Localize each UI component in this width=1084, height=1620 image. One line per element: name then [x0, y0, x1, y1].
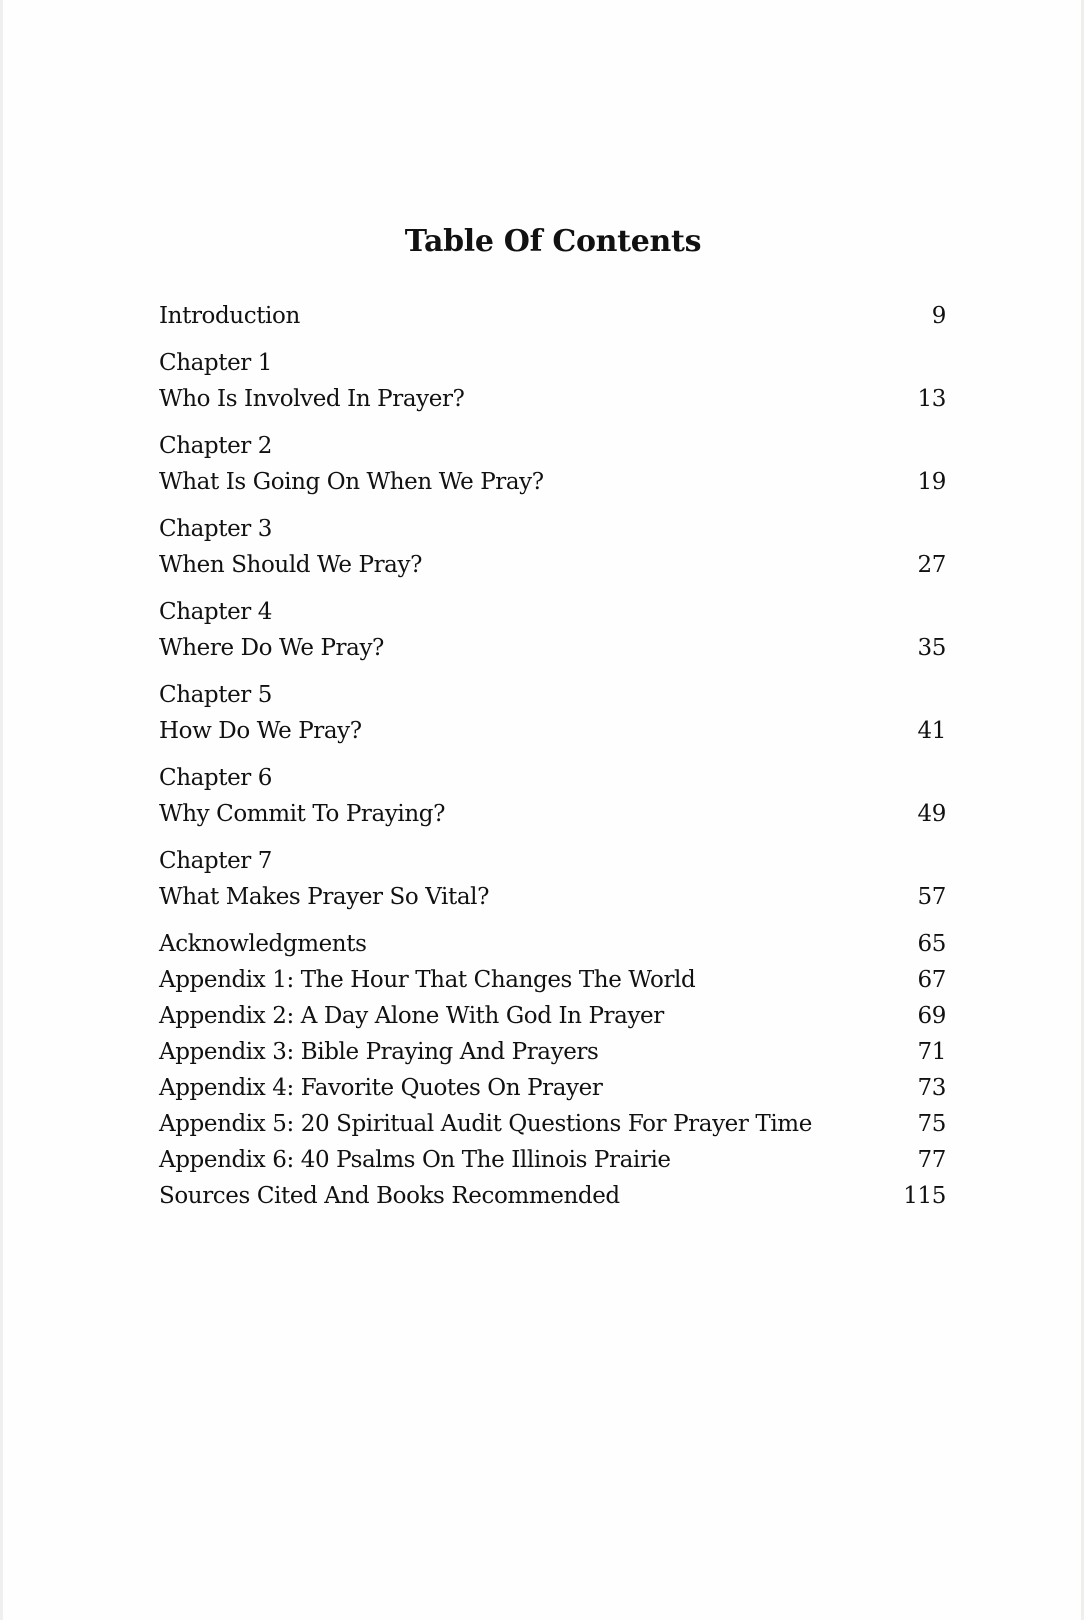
entry-label: How Do We Pray? [159, 718, 362, 744]
entry-page: 41 [917, 718, 946, 744]
entry-label: Acknowledgments [159, 931, 367, 957]
page-title: Table Of Contents [404, 224, 702, 259]
chapter-number: Chapter 7 [159, 848, 273, 874]
toc-entry-appendix-5[interactable] [159, 1106, 946, 1142]
entry-page: 13 [917, 386, 946, 412]
entry-label: Appendix 6: 40 Psalms On The Illinois Prairie [159, 1147, 671, 1173]
entry-label: Appendix 2: A Day Alone With God In Prayer [159, 1003, 664, 1029]
entry-page: 9 [931, 303, 946, 329]
toc-entry-chapter-7[interactable] [159, 843, 946, 915]
toc-entry-appendix-2[interactable] [159, 998, 946, 1034]
entry-page: 49 [917, 801, 946, 827]
entry-page: 57 [917, 884, 946, 910]
entry-label: Appendix 4: Favorite Quotes On Prayer [159, 1075, 603, 1101]
toc-entry-chapter-4[interactable] [159, 594, 946, 666]
entry-page: 77 [917, 1147, 946, 1173]
entry-label: What Is Going On When We Pray? [159, 469, 544, 495]
entry-page: 19 [917, 469, 946, 495]
chapter-number: Chapter 5 [159, 682, 273, 708]
chapter-number: Chapter 1 [159, 350, 273, 376]
toc-entry-chapter-3[interactable] [159, 511, 946, 583]
entry-page: 27 [917, 552, 946, 578]
toc-entry-appendix-1[interactable] [159, 962, 946, 998]
table-of-contents [159, 298, 946, 1214]
entry-label: Where Do We Pray? [159, 635, 384, 661]
chapter-number: Chapter 2 [159, 433, 273, 459]
chapter-number: Chapter 3 [159, 516, 273, 542]
toc-entry-appendix-4[interactable] [159, 1070, 946, 1106]
entry-page: 71 [917, 1039, 946, 1065]
toc-entry-appendix-6[interactable] [159, 1142, 946, 1178]
entry-page: 75 [917, 1111, 946, 1137]
entry-label: Why Commit To Praying? [159, 801, 446, 827]
entry-label: When Should We Pray? [159, 552, 423, 578]
entry-label: Who Is Involved In Prayer? [159, 386, 465, 412]
entry-label: Appendix 5: 20 Spiritual Audit Questions For Prayer Time [159, 1111, 812, 1137]
entry-label: Sources Cited And Books Recommended [159, 1183, 620, 1209]
entry-page: 67 [917, 967, 946, 993]
chapter-number: Chapter 4 [159, 599, 273, 625]
entry-page: 73 [917, 1075, 946, 1101]
entry-label: Appendix 1: The Hour That Changes The World [159, 967, 696, 993]
toc-entry-chapter-5[interactable] [159, 677, 946, 749]
entry-label: Introduction [159, 303, 300, 329]
entry-page: 115 [903, 1183, 946, 1209]
toc-back-matter [159, 926, 946, 1214]
entry-page: 69 [917, 1003, 946, 1029]
toc-entry-chapter-1[interactable] [159, 345, 946, 417]
entry-page: 35 [917, 635, 946, 661]
toc-entry-chapter-6[interactable] [159, 760, 946, 832]
toc-entry-acknowledgments[interactable] [159, 926, 946, 962]
entry-page: 65 [917, 931, 946, 957]
entry-label: Appendix 3: Bible Praying And Prayers [159, 1039, 599, 1065]
toc-entry-sources[interactable] [159, 1178, 946, 1214]
toc-entry-introduction[interactable] [159, 298, 946, 334]
entry-label: What Makes Prayer So Vital? [159, 884, 490, 910]
chapter-number: Chapter 6 [159, 765, 273, 791]
toc-entry-chapter-2[interactable] [159, 428, 946, 500]
toc-entry-appendix-3[interactable] [159, 1034, 946, 1070]
